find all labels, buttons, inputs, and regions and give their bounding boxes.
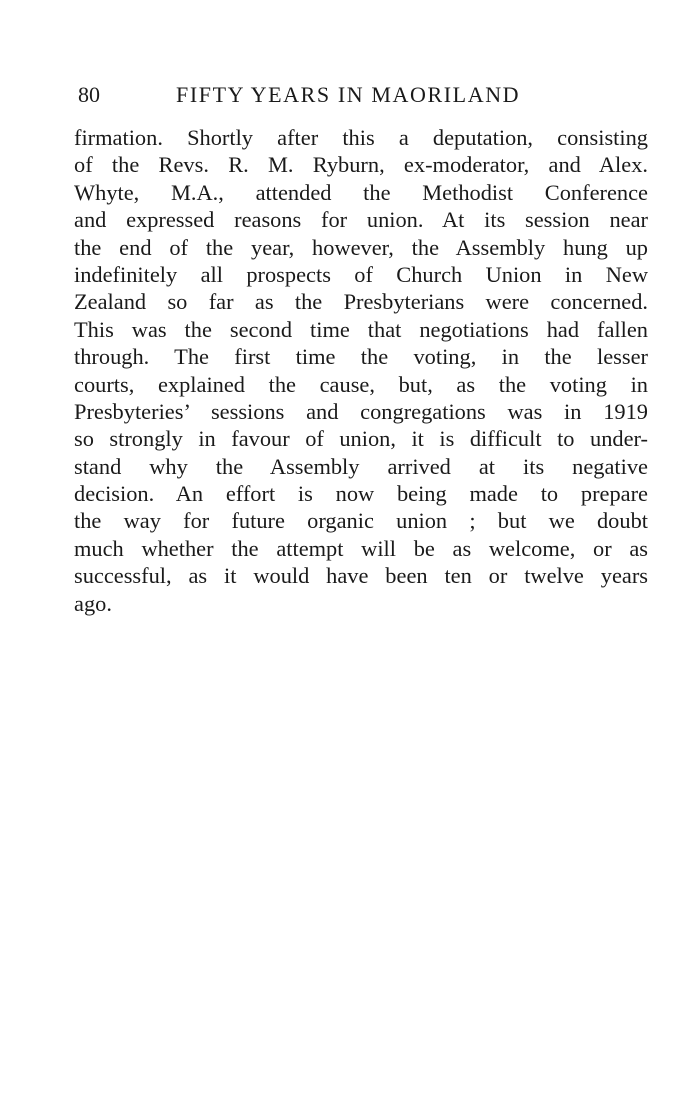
text-line: successful, as it would have been ten or twelve years bbox=[74, 563, 648, 589]
text-line: Presbyteries’ sessions and congregations was in 1919 bbox=[74, 398, 648, 424]
text-line: ago. bbox=[74, 590, 112, 616]
body-paragraph bbox=[74, 124, 648, 617]
text-line: stand why the Assembly arrived at its negative bbox=[74, 453, 648, 479]
text-line: indefinitely all prospects of Church Union in New bbox=[74, 261, 648, 287]
text-line: This was the second time that negotiations had fallen bbox=[74, 316, 648, 342]
text-line: and expressed reasons for union. At its session near bbox=[74, 207, 648, 233]
text-line: firmation. Shortly after this a deputation, consisting bbox=[74, 125, 648, 150]
text-line: through. The first time the voting, in the lesser bbox=[74, 344, 648, 370]
text-line: the end of the year, however, the Assembly hung up bbox=[74, 234, 648, 260]
running-head bbox=[78, 78, 658, 112]
text-line: courts, explained the cause, but, as the voting in bbox=[74, 371, 648, 397]
text-line: decision. An effort is now being made to prepare bbox=[74, 481, 648, 507]
text-line: Zealand so far as the Presbyterians were concerned. bbox=[74, 289, 648, 315]
running-title: FIFTY YEARS IN MAORILAND bbox=[176, 82, 521, 107]
text-line: Whyte, M.A., attended the Methodist Conference bbox=[74, 179, 648, 205]
text-line: the way for future organic union ; but we doubt bbox=[74, 508, 648, 534]
text-line: of the Revs. R. M. Ryburn, ex-moderator, and Alex. bbox=[74, 152, 648, 178]
text-line: so strongly in favour of union, it is difficult to under- bbox=[74, 426, 648, 452]
page-number: 80 bbox=[78, 82, 100, 107]
text-line: much whether the attempt will be as welcome, or as bbox=[74, 535, 648, 561]
